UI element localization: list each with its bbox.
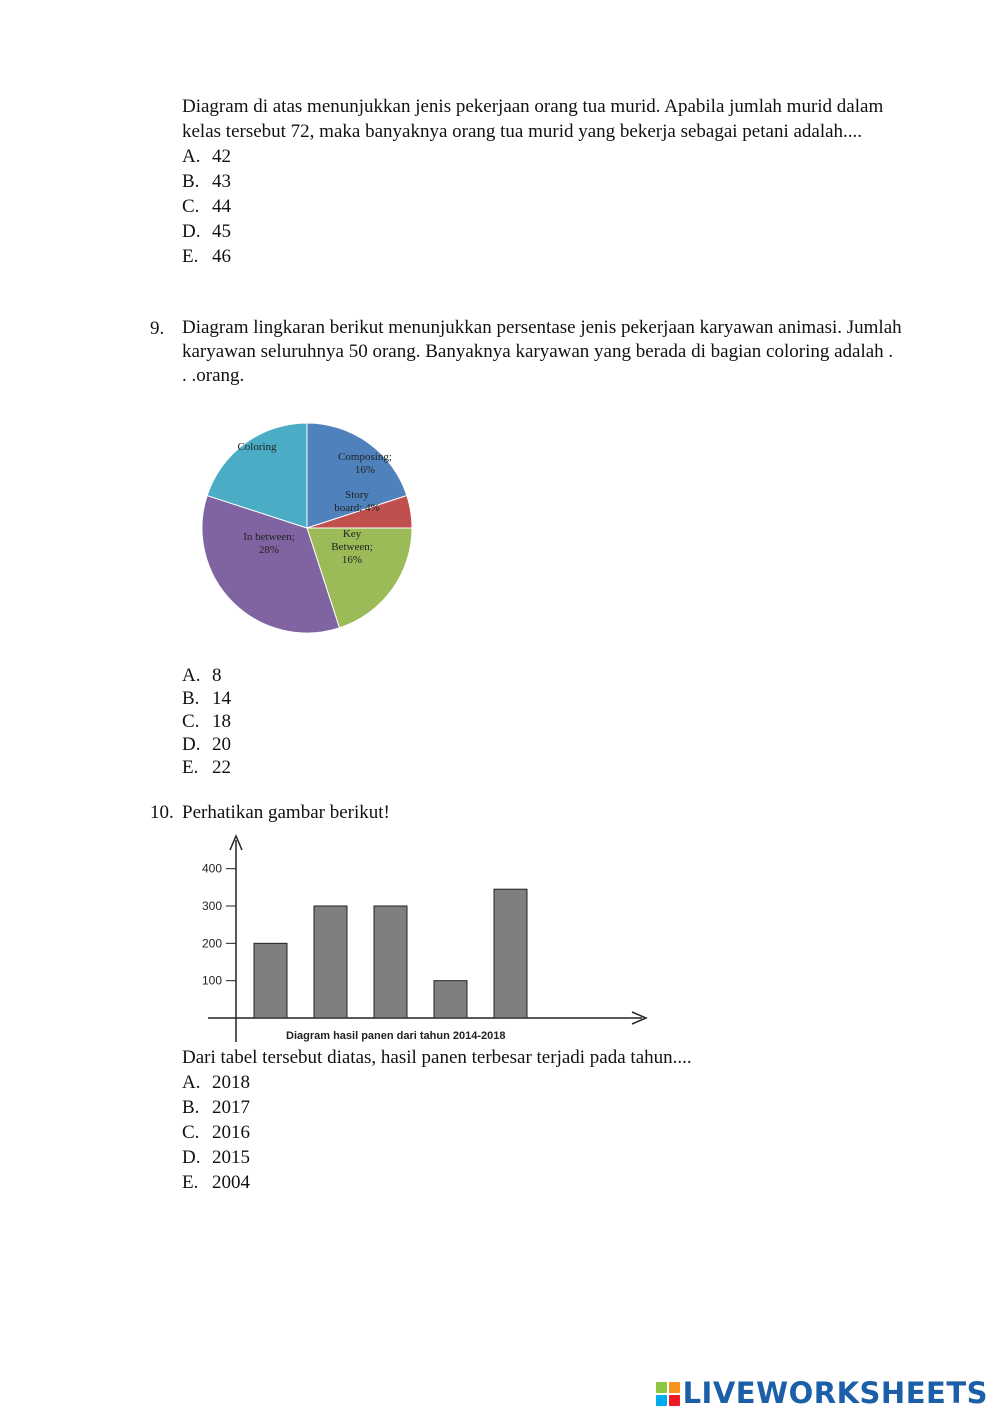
answer-option-value: 18 bbox=[212, 711, 231, 732]
logo-square bbox=[669, 1382, 680, 1393]
question-10-number: 10. bbox=[150, 802, 174, 823]
answer-option-letter: D. bbox=[182, 221, 201, 242]
answer-option-letter: C. bbox=[182, 196, 200, 217]
answer-option-letter: E. bbox=[182, 246, 199, 267]
answer-option-value: 14 bbox=[212, 688, 231, 709]
answer-option-value: 20 bbox=[212, 734, 231, 755]
answer-option-value: 2015 bbox=[212, 1147, 250, 1168]
answer-option-value: 42 bbox=[212, 146, 231, 167]
answer-option bbox=[182, 1120, 902, 1145]
pie-slice-label-line: 16% bbox=[354, 464, 376, 476]
question-9-text: Diagram lingkaran berikut menunjukkan persentase jenis pekerjaan karyawan animasi. Jumlah karyawan seluruhnya 50 orang. Banyaknya karyawan yang berada di bagian coloring adalah . . .orang. bbox=[182, 317, 902, 386]
answer-option-letter: C. bbox=[182, 711, 200, 732]
answer-option-value: 2004 bbox=[212, 1172, 250, 1193]
answer-option-letter: B. bbox=[182, 1097, 200, 1118]
pie-slice-label-line: 28% bbox=[258, 544, 280, 556]
bar bbox=[494, 889, 527, 1018]
answer-option-letter: E. bbox=[182, 1172, 199, 1193]
pie-slice-label-line: Between; bbox=[331, 541, 373, 553]
pie-slice-label-line: In between; bbox=[243, 531, 295, 543]
answer-option-value: 46 bbox=[212, 246, 231, 267]
pie-chart bbox=[195, 415, 425, 645]
bar-chart bbox=[180, 830, 660, 1045]
question-8-options bbox=[182, 144, 902, 269]
answer-option bbox=[182, 219, 902, 244]
question-8-text: Diagram di atas menunjukkan jenis pekerjaan orang tua murid. Apabila jumlah murid dalam kelas tersebut 72, maka banyaknya orang tua murid yang bekerja sebagai petani adalah.... bbox=[182, 96, 884, 142]
answer-option-letter: D. bbox=[182, 1147, 201, 1168]
answer-option-letter: E. bbox=[182, 757, 199, 778]
answer-option-value: 22 bbox=[212, 757, 231, 778]
y-tick-label: 100 bbox=[201, 973, 222, 988]
liveworksheets-logo bbox=[656, 1376, 988, 1410]
answer-option-letter: B. bbox=[182, 171, 200, 192]
bar bbox=[254, 943, 287, 1018]
answer-option-value: 2018 bbox=[212, 1072, 250, 1093]
answer-option bbox=[182, 664, 482, 687]
answer-option bbox=[182, 1170, 902, 1195]
answer-option bbox=[182, 1070, 902, 1095]
question-8 bbox=[182, 94, 902, 269]
pie-slice-label-line: Composing; bbox=[338, 451, 392, 463]
answer-option-letter: A. bbox=[182, 146, 201, 167]
answer-option bbox=[182, 756, 482, 779]
pie-slice-label-line: board; 4% bbox=[334, 502, 380, 514]
question-9-answers bbox=[182, 664, 482, 779]
answer-option-value: 2016 bbox=[212, 1122, 250, 1143]
answer-option-value: 44 bbox=[212, 196, 231, 217]
answer-option-letter: A. bbox=[182, 1072, 201, 1093]
logo-square bbox=[656, 1382, 667, 1393]
answer-option-value: 43 bbox=[212, 171, 231, 192]
pie-slice-label-line: Story bbox=[345, 489, 369, 501]
answer-option bbox=[182, 144, 902, 169]
question-10-text: Perhatikan gambar berikut! bbox=[182, 802, 390, 823]
answer-option bbox=[182, 687, 482, 710]
answer-option-value: 8 bbox=[212, 665, 222, 686]
answer-option bbox=[182, 244, 902, 269]
bar bbox=[434, 981, 467, 1018]
answer-option-value: 2017 bbox=[212, 1097, 250, 1118]
logo-square bbox=[656, 1395, 667, 1406]
answer-option bbox=[182, 1095, 902, 1120]
answer-option-letter: B. bbox=[182, 688, 200, 709]
y-tick-label: 400 bbox=[201, 861, 222, 876]
pie-slice-label-line: 16% bbox=[341, 554, 363, 566]
y-tick-label: 200 bbox=[201, 936, 222, 951]
answer-option-value: 45 bbox=[212, 221, 231, 242]
answer-option bbox=[182, 194, 902, 219]
answer-option-letter: D. bbox=[182, 734, 201, 755]
pie-slice-label bbox=[237, 441, 277, 453]
question-10-answers bbox=[182, 1045, 902, 1195]
question-9-number: 9. bbox=[150, 318, 165, 339]
question-10 bbox=[182, 800, 902, 825]
logo-square bbox=[669, 1395, 680, 1406]
answer-option bbox=[182, 169, 902, 194]
answer-option bbox=[182, 1145, 902, 1170]
bar bbox=[314, 906, 347, 1018]
answer-option-letter: A. bbox=[182, 665, 201, 686]
bar bbox=[374, 906, 407, 1018]
question-9 bbox=[182, 316, 902, 388]
question-10-caption: Dari tabel tersebut diatas, hasil panen terbesar terjadi pada tahun.... bbox=[182, 1047, 692, 1068]
answer-option bbox=[182, 710, 482, 733]
logo-mark-icon bbox=[656, 1382, 680, 1406]
answer-option-letter: C. bbox=[182, 1122, 200, 1143]
pie-slice-label-line: Key bbox=[342, 528, 362, 540]
pie-slice-label-line: Coloring bbox=[237, 441, 277, 453]
y-tick-label: 300 bbox=[201, 899, 222, 913]
question-10-options bbox=[182, 1070, 902, 1195]
x-axis-label: Diagram hasil panen dari tahun 2014-2018 bbox=[286, 1030, 506, 1042]
logo-text: LIVEWORKSHEETS bbox=[682, 1376, 988, 1410]
question-9-options bbox=[182, 664, 482, 779]
answer-option bbox=[182, 733, 482, 756]
